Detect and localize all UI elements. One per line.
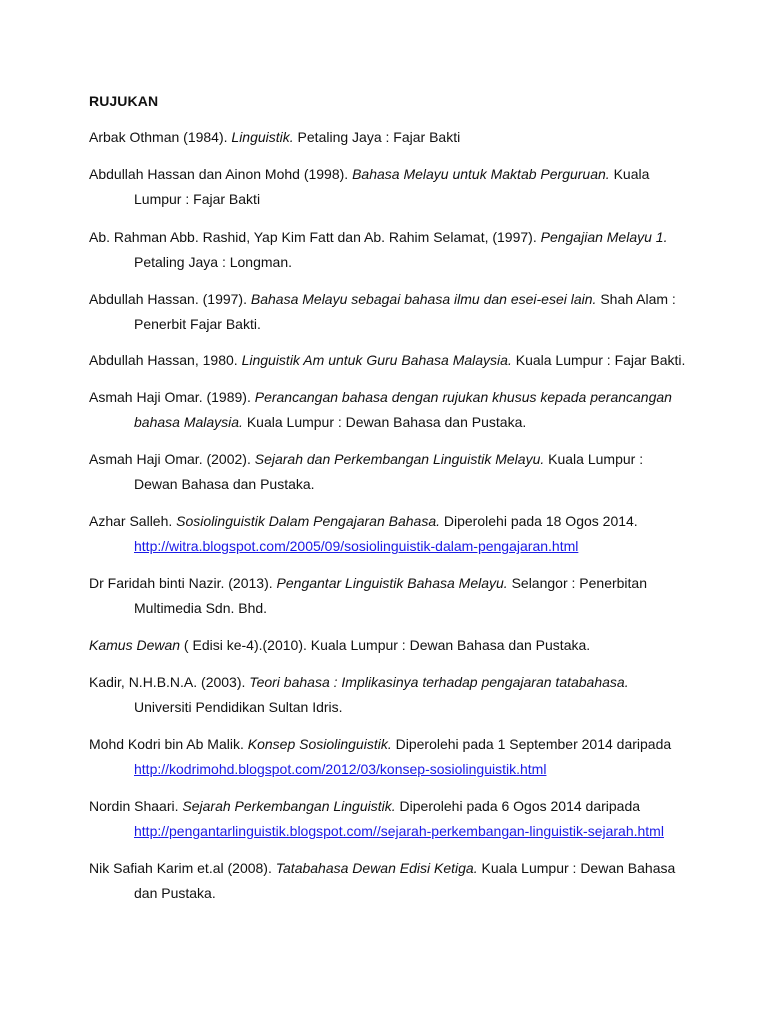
reference-line: Nik Safiah Karim et.al (2008). Tatabahasa Dewan Edisi Ketiga. Kuala Lumpur : Dewan Bahasa — [89, 860, 676, 876]
reference-entry — [89, 732, 729, 782]
reference-line-continued: Lumpur : Fajar Bakti — [134, 191, 261, 207]
reference-line: Ab. Rahman Abb. Rashid, Yap Kim Fatt dan Ab. Rahim Selamat, (1997). Pengajian Melayu 1. — [89, 229, 668, 245]
reference-line-continued — [89, 534, 729, 559]
reference-line-continued — [89, 819, 729, 844]
page-heading: RUJUKAN — [89, 93, 159, 109]
reference-line: Azhar Salleh. Sosiolinguistik Dalam Pengajaran Bahasa. Diperolehi pada 18 Ogos 2014. — [89, 513, 638, 529]
reference-line-continued: Universiti Pendidikan Sultan Idris. — [134, 699, 343, 715]
reference-line: Arbak Othman (1984). Linguistik. Petaling Jaya : Fajar Bakti — [89, 129, 461, 145]
reference-line: Mohd Kodri bin Ab Malik. Konsep Sosiolinguistik. Diperolehi pada 1 September 2014 daripada — [89, 736, 672, 752]
reference-line-continued — [89, 757, 729, 782]
reference-line-continued: dan Pustaka. — [134, 885, 216, 901]
reference-link[interactable]: http://kodrimohd.blogspot.com/2012/03/konsep-sosiolinguistik.html — [134, 761, 547, 777]
reference-line-continued: Petaling Jaya : Longman. — [134, 254, 292, 270]
reference-entry — [89, 509, 729, 559]
reference-entry — [89, 856, 729, 906]
reference-entry — [89, 348, 729, 373]
reference-line-continued: Penerbit Fajar Bakti. — [134, 316, 261, 332]
reference-line: Nordin Shaari. Sejarah Perkembangan Linguistik. Diperolehi pada 6 Ogos 2014 daripada — [89, 798, 641, 814]
reference-entry — [89, 125, 729, 150]
reference-entry — [89, 571, 729, 621]
reference-line: Kamus Dewan ( Edisi ke-4).(2010). Kuala Lumpur : Dewan Bahasa dan Pustaka. — [89, 637, 591, 653]
reference-link[interactable]: http://pengantarlinguistik.blogspot.com//sejarah-perkembangan-linguistik-sejarah.html — [134, 823, 664, 839]
reference-entry — [89, 794, 729, 844]
reference-entry — [89, 670, 729, 720]
reference-line: Asmah Haji Omar. (2002). Sejarah dan Perkembangan Linguistik Melayu. Kuala Lumpur : — [89, 451, 644, 467]
reference-entry — [89, 287, 729, 337]
reference-line-continued: bahasa Malaysia. Kuala Lumpur : Dewan Bahasa dan Pustaka. — [134, 414, 527, 430]
reference-link[interactable]: http://witra.blogspot.com/2005/09/sosiolinguistik-dalam-pengajaran.html — [134, 538, 579, 554]
reference-line-continued: Dewan Bahasa dan Pustaka. — [134, 476, 315, 492]
reference-line: Dr Faridah binti Nazir. (2013). Pengantar Linguistik Bahasa Melayu. Selangor : Penerbitan — [89, 575, 648, 591]
reference-entry — [89, 225, 729, 275]
reference-entry — [89, 162, 729, 212]
reference-line-continued: Multimedia Sdn. Bhd. — [134, 600, 268, 616]
reference-entry — [89, 633, 729, 658]
reference-line: Asmah Haji Omar. (1989). Perancangan bahasa dengan rujukan khusus kepada perancangan — [89, 389, 672, 405]
reference-entry — [89, 385, 729, 435]
reference-line: Abdullah Hassan, 1980. Linguistik Am untuk Guru Bahasa Malaysia. Kuala Lumpur : Fajar Bakti. — [89, 352, 686, 368]
reference-line: Kadir, N.H.B.N.A. (2003). Teori bahasa : Implikasinya terhadap pengajaran tatabahasa. — [89, 674, 629, 690]
reference-line: Abdullah Hassan dan Ainon Mohd (1998). Bahasa Melayu untuk Maktab Perguruan. Kuala — [89, 166, 650, 182]
reference-line: Abdullah Hassan. (1997). Bahasa Melayu sebagai bahasa ilmu dan esei-esei lain. Shah Alam : — [89, 291, 676, 307]
reference-entry — [89, 447, 729, 497]
